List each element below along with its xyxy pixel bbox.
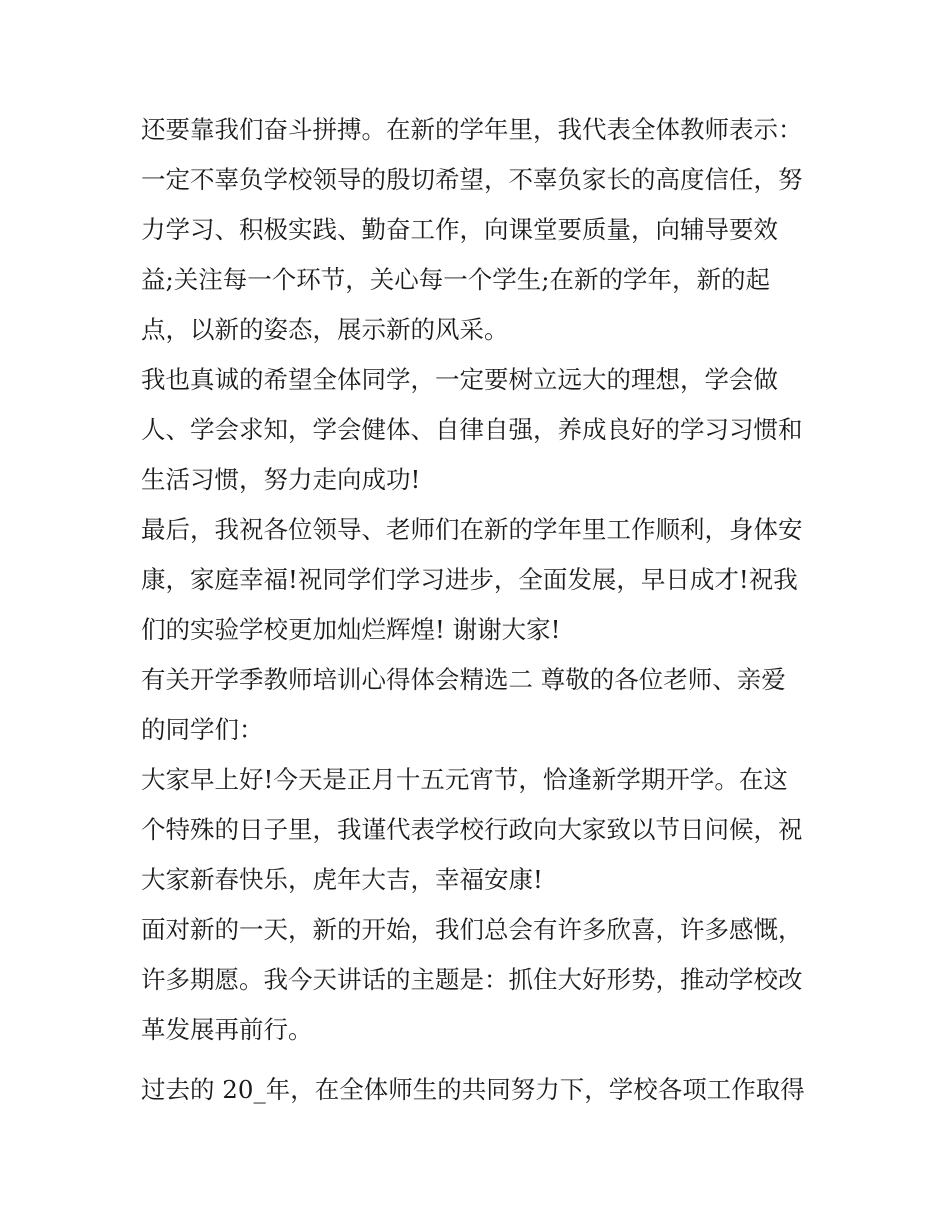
text-line: 最后，我祝各位领导、老师们在新的学年里工作顺利，身体安 [141,515,803,544]
text-line: 面对新的一天，新的开始，我们总会有许多欣喜，许多感慨， [141,915,803,944]
text-line: 革发展再前行。 [141,1015,313,1044]
text-line: 个特殊的日子里，我谨代表学校行政向大家致以节日问候，祝 [141,815,803,844]
text-line: 康，家庭幸福!祝同学们学习进步，全面发展，早日成才!祝我 [141,565,798,594]
text-line: 我也真诚的希望全体同学，一定要树立远大的理想，学会做 [141,365,778,394]
text-line: 大家早上好!今天是正月十五元宵节，恰逢新学期开学。在这 [141,765,788,794]
text-line: 还要靠我们奋斗拼搏。在新的学年里，我代表全体教师表示： [141,115,803,144]
text-line: 力学习、积极实践、勤奋工作，向课堂要质量，向辅导要效 [141,215,778,244]
text-line: 生活习惯，努力走向成功! [141,465,421,494]
text-line: 人、学会求知，学会健体、自律自强，养成良好的学习习惯和 [141,415,803,444]
text-line: 们的实验学校更加灿烂辉煌! 谢谢大家! [141,615,561,644]
text-line: 大家新春快乐，虎年大吉，幸福安康! [141,865,543,894]
text-line: 一定不辜负学校领导的殷切希望，不辜负家长的高度信任，努 [141,165,803,194]
text-line: 过去的 20_年，在全体师生的共同努力下，学校各项工作取得 [141,1075,805,1104]
text-line: 益;关注每一个环节，关心每一个学生;在新的学年，新的起 [141,265,771,294]
text-line: 有关开学季教师培训心得体会精选二 尊敬的各位老师、亲爱 [141,665,786,694]
text-line: 的同学们： [141,715,264,744]
text-line: 许多期愿。我今天讲话的主题是：抓住大好形势，推动学校改 [141,965,803,994]
text-line: 点，以新的姿态，展示新的风采。 [141,315,509,344]
